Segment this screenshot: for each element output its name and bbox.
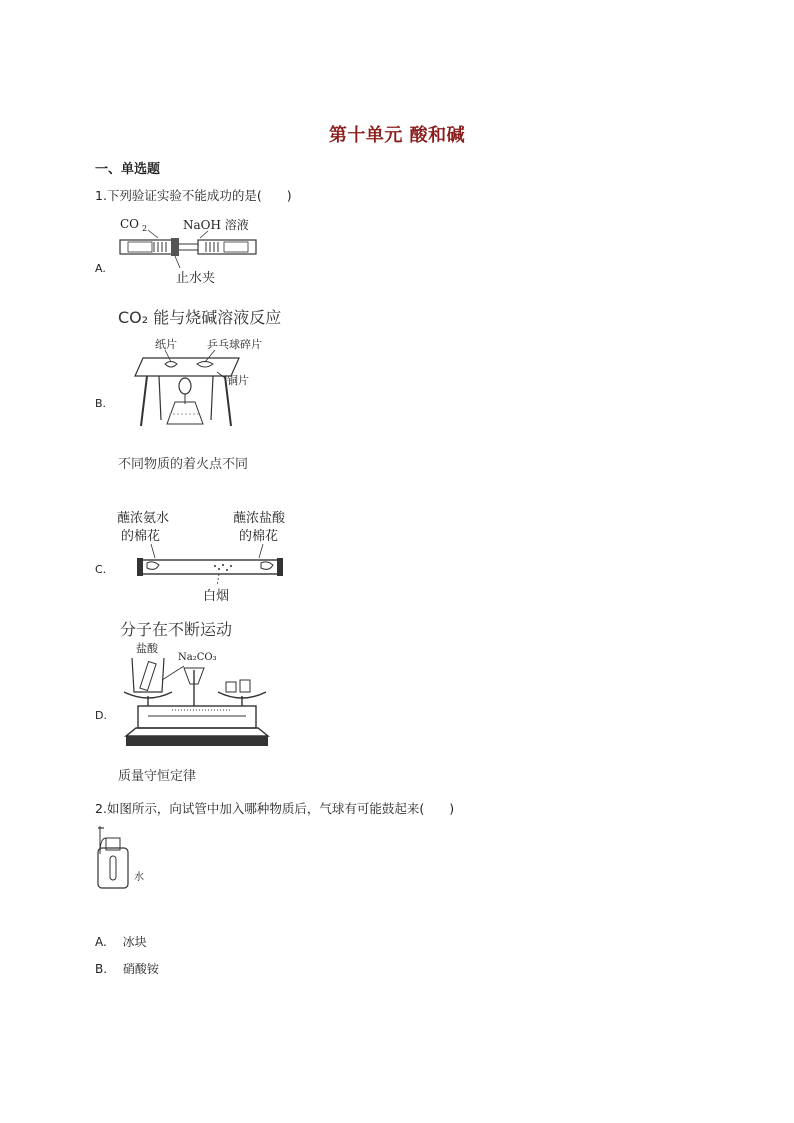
option-d-caption: 质量守恒定律 — [118, 769, 197, 784]
question-2-figure — [94, 824, 154, 896]
choice-b-text: 硝酸铵 — [122, 962, 159, 976]
clamp — [171, 238, 179, 256]
option-c-letter[interactable]: C. — [95, 563, 107, 576]
option-b-caption: 不同物质的着火点不同 — [118, 457, 249, 472]
choice-b-letter: B. — [95, 962, 108, 976]
co2-label: CO — [120, 217, 140, 231]
clamp-label: 止水夹 — [176, 271, 216, 286]
option-a-figure — [118, 212, 288, 292]
test-tube — [110, 856, 116, 880]
flame — [179, 378, 191, 394]
option-a-caption: CO₂ 能与烧碱溶液反应 — [118, 308, 282, 327]
option-d-letter[interactable]: D. — [95, 709, 107, 722]
option-b-letter[interactable]: B. — [95, 397, 107, 410]
option-d-figure — [122, 640, 272, 755]
question-2-stem: 2.如图所示，向试管中加入哪种物质后，气球有可能鼓起来( ) — [95, 801, 455, 816]
balance-body — [138, 706, 256, 728]
copper-plate — [135, 358, 239, 376]
paper-label: 纸片 — [155, 338, 177, 351]
option-b-figure — [125, 334, 265, 436]
hcl-label: 盐酸 — [136, 642, 158, 655]
question-1-stem: 1.下列验证实验不能成功的是( ) — [95, 188, 292, 203]
choice-a-text: 冰块 — [122, 935, 147, 949]
choice-a[interactable] — [95, 933, 147, 950]
water-label: 水 — [134, 872, 144, 883]
flask — [98, 848, 128, 888]
naoh-label: NaOH 溶液 — [183, 218, 249, 232]
glass-tube — [141, 560, 279, 574]
option-c-caption: 分子在不断运动 — [120, 620, 233, 639]
hcl-label-1: 蘸浓盐酸 — [233, 511, 286, 526]
option-c-figure — [115, 508, 305, 603]
pingpong-label: 乒乓球碎片 — [207, 338, 262, 351]
co2-subscript: 2 — [142, 224, 148, 233]
copper-label: 铜片 — [227, 374, 249, 387]
option-a-letter[interactable]: A. — [95, 262, 106, 275]
ammonia-label-2: 的棉花 — [121, 529, 161, 544]
hcl-label-2: 的棉花 — [239, 529, 279, 544]
section-heading: 一、单选题 — [95, 162, 161, 177]
ammonia-label-1: 蘸浓氨水 — [117, 511, 170, 526]
na2co3-label: Na₂CO₃ — [178, 652, 217, 663]
choice-b[interactable] — [95, 960, 159, 977]
white-smoke-label: 白烟 — [203, 589, 230, 604]
alcohol-lamp — [167, 402, 203, 424]
page-title: 第十单元 酸和碱 — [328, 125, 466, 146]
choice-a-letter: A. — [95, 935, 107, 949]
